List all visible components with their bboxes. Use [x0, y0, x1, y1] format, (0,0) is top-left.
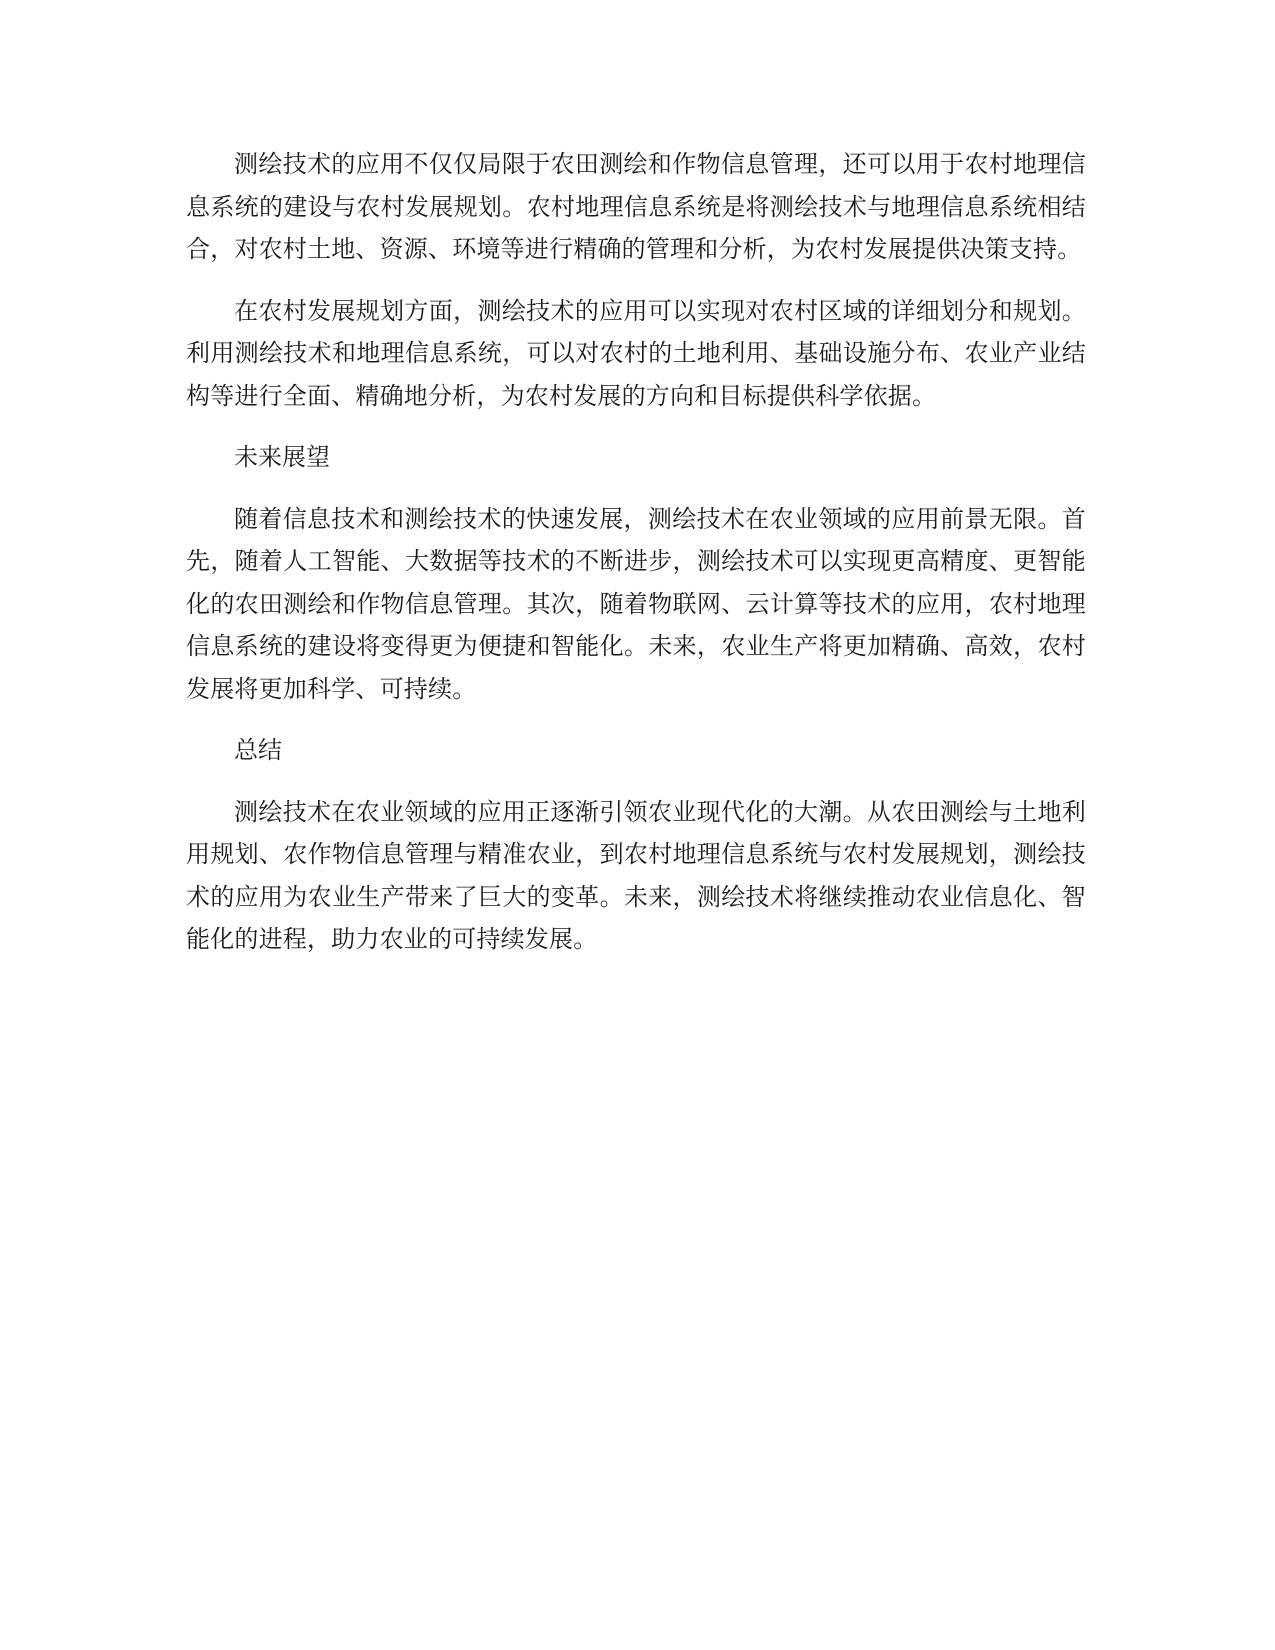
paragraph-rural-gis: 测绘技术的应用不仅仅局限于农田测绘和作物信息管理，还可以用于农村地理信息系统的建设与农村发展规划。农村地理信息系统是将测绘技术与地理信息系统相结合，对农村土地、资源、环境等进行精确的管理和分析，为农村发展提供决策支持。	[186, 150, 1086, 263]
heading-future-outlook: 未来展望	[234, 443, 330, 471]
paragraph-summary: 测绘技术在农业领域的应用正逐渐引领农业现代化的大潮。从农田测绘与土地利用规划、农作物信息管理与精准农业，到农村地理信息系统与农村发展规划，测绘技术的应用为农业生产带来了巨大的变革。未来，测绘技术将继续推动农业信息化、智能化的进程，助力农业的可持续发展。	[186, 797, 1086, 953]
heading-summary: 总结	[234, 736, 282, 764]
document-body	[186, 143, 1086, 980]
paragraph-future-outlook: 随着信息技术和测绘技术的快速发展，测绘技术在农业领域的应用前景无限。首先，随着人工智能、大数据等技术的不断进步，测绘技术可以实现更高精度、更智能化的农田测绘和作物信息管理。其次，随着物联网、云计算等技术的应用，农村地理信息系统的建设将变得更为便捷和智能化。未来，农业生产将更加精确、高效，农村发展将更加科学、可持续。	[186, 504, 1086, 703]
paragraph-rural-planning: 在农村发展规划方面，测绘技术的应用可以实现对农村区域的详细划分和规划。利用测绘技术和地理信息系统，可以对农村的土地利用、基础设施分布、农业产业结构等进行全面、精确地分析，为农村发展的方向和目标提供科学依据。	[186, 296, 1086, 410]
